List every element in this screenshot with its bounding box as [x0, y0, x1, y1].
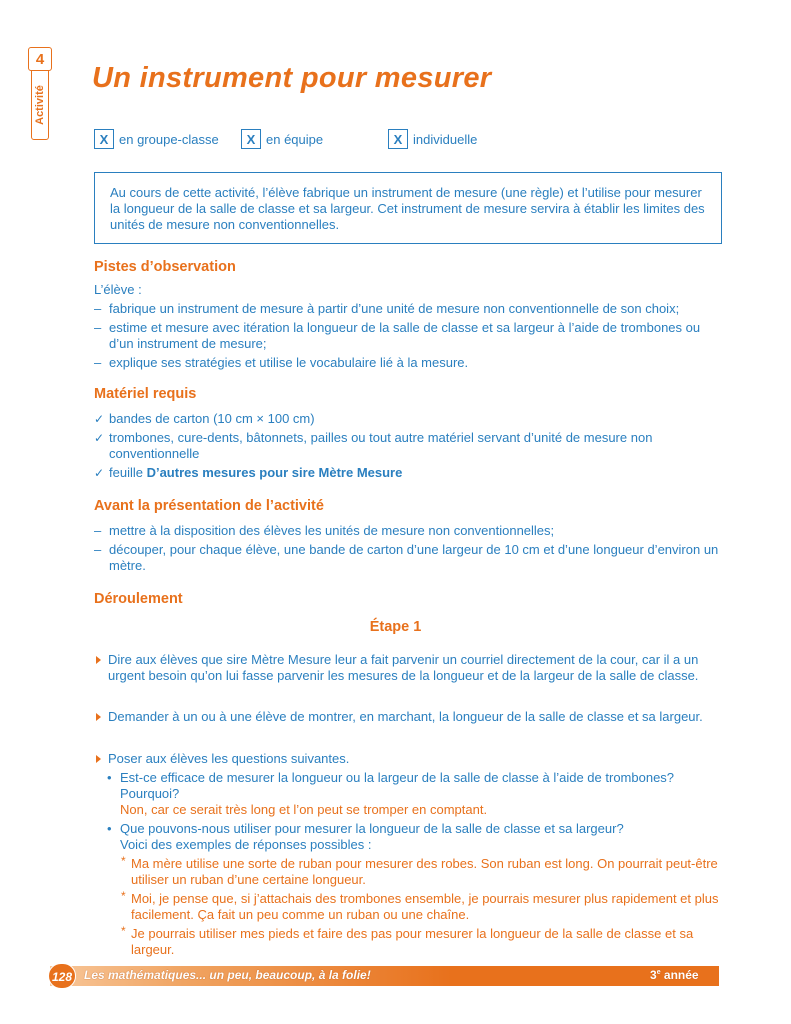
step-text: Poser aux élèves les questions suivantes.: [108, 751, 350, 766]
answer-example: [120, 926, 724, 958]
mode-label: individuelle: [413, 131, 478, 147]
list-item: – estime et mesure avec itération la longueur de la salle de classe et sa largeur à l’aide de trombones ou d’un instrument de mesure;: [94, 320, 724, 352]
page-title: Un instrument pour mesurer: [92, 62, 492, 94]
answer-example: [120, 891, 724, 923]
materiel-list: [94, 411, 724, 484]
step-item: [94, 652, 724, 684]
check-icon: ✓: [94, 466, 105, 480]
activity-number: 4: [28, 47, 52, 71]
triangle-bullet-icon: [96, 656, 101, 664]
list-item: – mettre à la disposition des élèves les unités de mesure non conventionnelles;: [94, 523, 724, 539]
mode-label: en groupe-classe: [119, 131, 219, 147]
answer-example-text: Je pourrais utiliser mes pieds et faire des pas pour mesurer la longueur de la salle de classe et sa largeur.: [131, 926, 694, 957]
asterisk-icon: *: [121, 924, 126, 938]
mode-checkbox: X: [388, 129, 408, 149]
grade-suffix: e: [656, 969, 661, 976]
feuille-prefix: feuille: [109, 465, 147, 480]
page-number: 128: [48, 963, 76, 989]
materiel-item: bandes de carton (10 cm × 100 cm): [109, 411, 315, 426]
answer-example: [120, 856, 724, 888]
answer-example-text: Ma mère utilise une sorte de ruban pour mesurer des robes. Son ruban est long. On pourrait peut-être utiliser un ruban d’une certaine longueur.: [131, 856, 718, 887]
list-item: [94, 430, 724, 462]
materiel-item: trombones, cure-dents, bâtonnets, pailles ou tout autre matériel servant d’unité de mesure non conventionnelle: [109, 430, 653, 461]
question-lead: Voici des exemples de réponses possibles :: [120, 837, 372, 852]
check-icon: ✓: [94, 431, 105, 445]
section-heading-materiel: Matériel requis: [94, 386, 197, 402]
question-item: [107, 821, 724, 853]
bullet-dot-icon: •: [107, 821, 112, 836]
step-text: Dire aux élèves que sire Mètre Mesure leur a fait parvenir un courriel directement de la cour, car il a un urgent besoin qu’on lui fasse parvenir les mesures de la longueur et de la largeur de la salle de classe.: [108, 652, 699, 683]
triangle-bullet-icon: [96, 713, 101, 721]
mode-individuelle: [388, 128, 477, 150]
intro-box: Au cours de cette activité, l’élève fabrique un instrument de mesure (une règle) et l’utilise pour mesurer la longueur de la salle de classe et sa largeur. Cet instrument de mesure servira à établir les limites des unités de mesure non conventionnelles.: [94, 172, 722, 244]
asterisk-icon: *: [121, 854, 126, 868]
list-item: [94, 411, 724, 427]
asterisk-icon: *: [121, 889, 126, 903]
avant-list: [94, 523, 724, 577]
etape-heading: Étape 1: [369, 619, 422, 635]
bullet-dot-icon: •: [107, 770, 112, 785]
grade-number: 3: [650, 968, 657, 982]
grade-word: année: [660, 968, 699, 982]
list-item: [94, 465, 724, 481]
activity-label: Activité: [34, 85, 46, 125]
question-item: [107, 770, 724, 818]
mode-equipe: [241, 128, 323, 150]
section-heading-avant: Avant la présentation de l’activité: [94, 498, 324, 514]
list-item: – explique ses stratégies et utilise le vocabulaire lié à la mesure.: [94, 355, 724, 371]
mode-checkbox: X: [94, 129, 114, 149]
step-item: [94, 751, 724, 767]
step-item: [94, 709, 724, 725]
mode-label: en équipe: [266, 131, 324, 147]
answer-text: Non, car ce serait très long et l’on peut se tromper en comptant.: [120, 802, 488, 817]
list-item: – découper, pour chaque élève, une bande de carton d’une largeur de 10 cm et d’une longueur d’environ un mètre.: [94, 542, 724, 574]
mode-group-classe: [94, 128, 219, 150]
answer-example-text: Moi, je pense que, si j’attachais des trombones ensemble, je pourrais mesurer plus rapidement et plus facilement. Ça fait un peu comme un ruban ou une chaîne.: [131, 891, 719, 922]
pistes-lead: L’élève :: [94, 282, 142, 297]
check-icon: ✓: [94, 412, 105, 426]
question-text: Que pouvons-nous utiliser pour mesurer la longueur de la salle de classe et sa largeur?: [120, 821, 624, 836]
section-heading-deroulement: Déroulement: [94, 591, 183, 607]
pistes-list: [94, 301, 724, 374]
footer-grade: [650, 968, 699, 982]
question-text: Est-ce efficace de mesurer la longueur ou la largeur de la salle de classe à l’aide de trombones? Pourquoi?: [120, 770, 675, 801]
feuille-title: D’autres mesures pour sire Mètre Mesure: [146, 465, 403, 480]
section-heading-pistes: Pistes d’observation: [94, 259, 236, 275]
list-item: – fabrique un instrument de mesure à partir d’une unité de mesure non conventionnelle de son choix;: [94, 301, 724, 317]
step-text: Demander à un ou à une élève de montrer, en marchant, la longueur de la salle de classe et sa largeur.: [108, 709, 703, 724]
footer-book-title: Les mathématiques... un peu, beaucoup, à la folie!: [84, 968, 371, 982]
mode-checkbox: X: [241, 129, 261, 149]
triangle-bullet-icon: [96, 755, 101, 763]
